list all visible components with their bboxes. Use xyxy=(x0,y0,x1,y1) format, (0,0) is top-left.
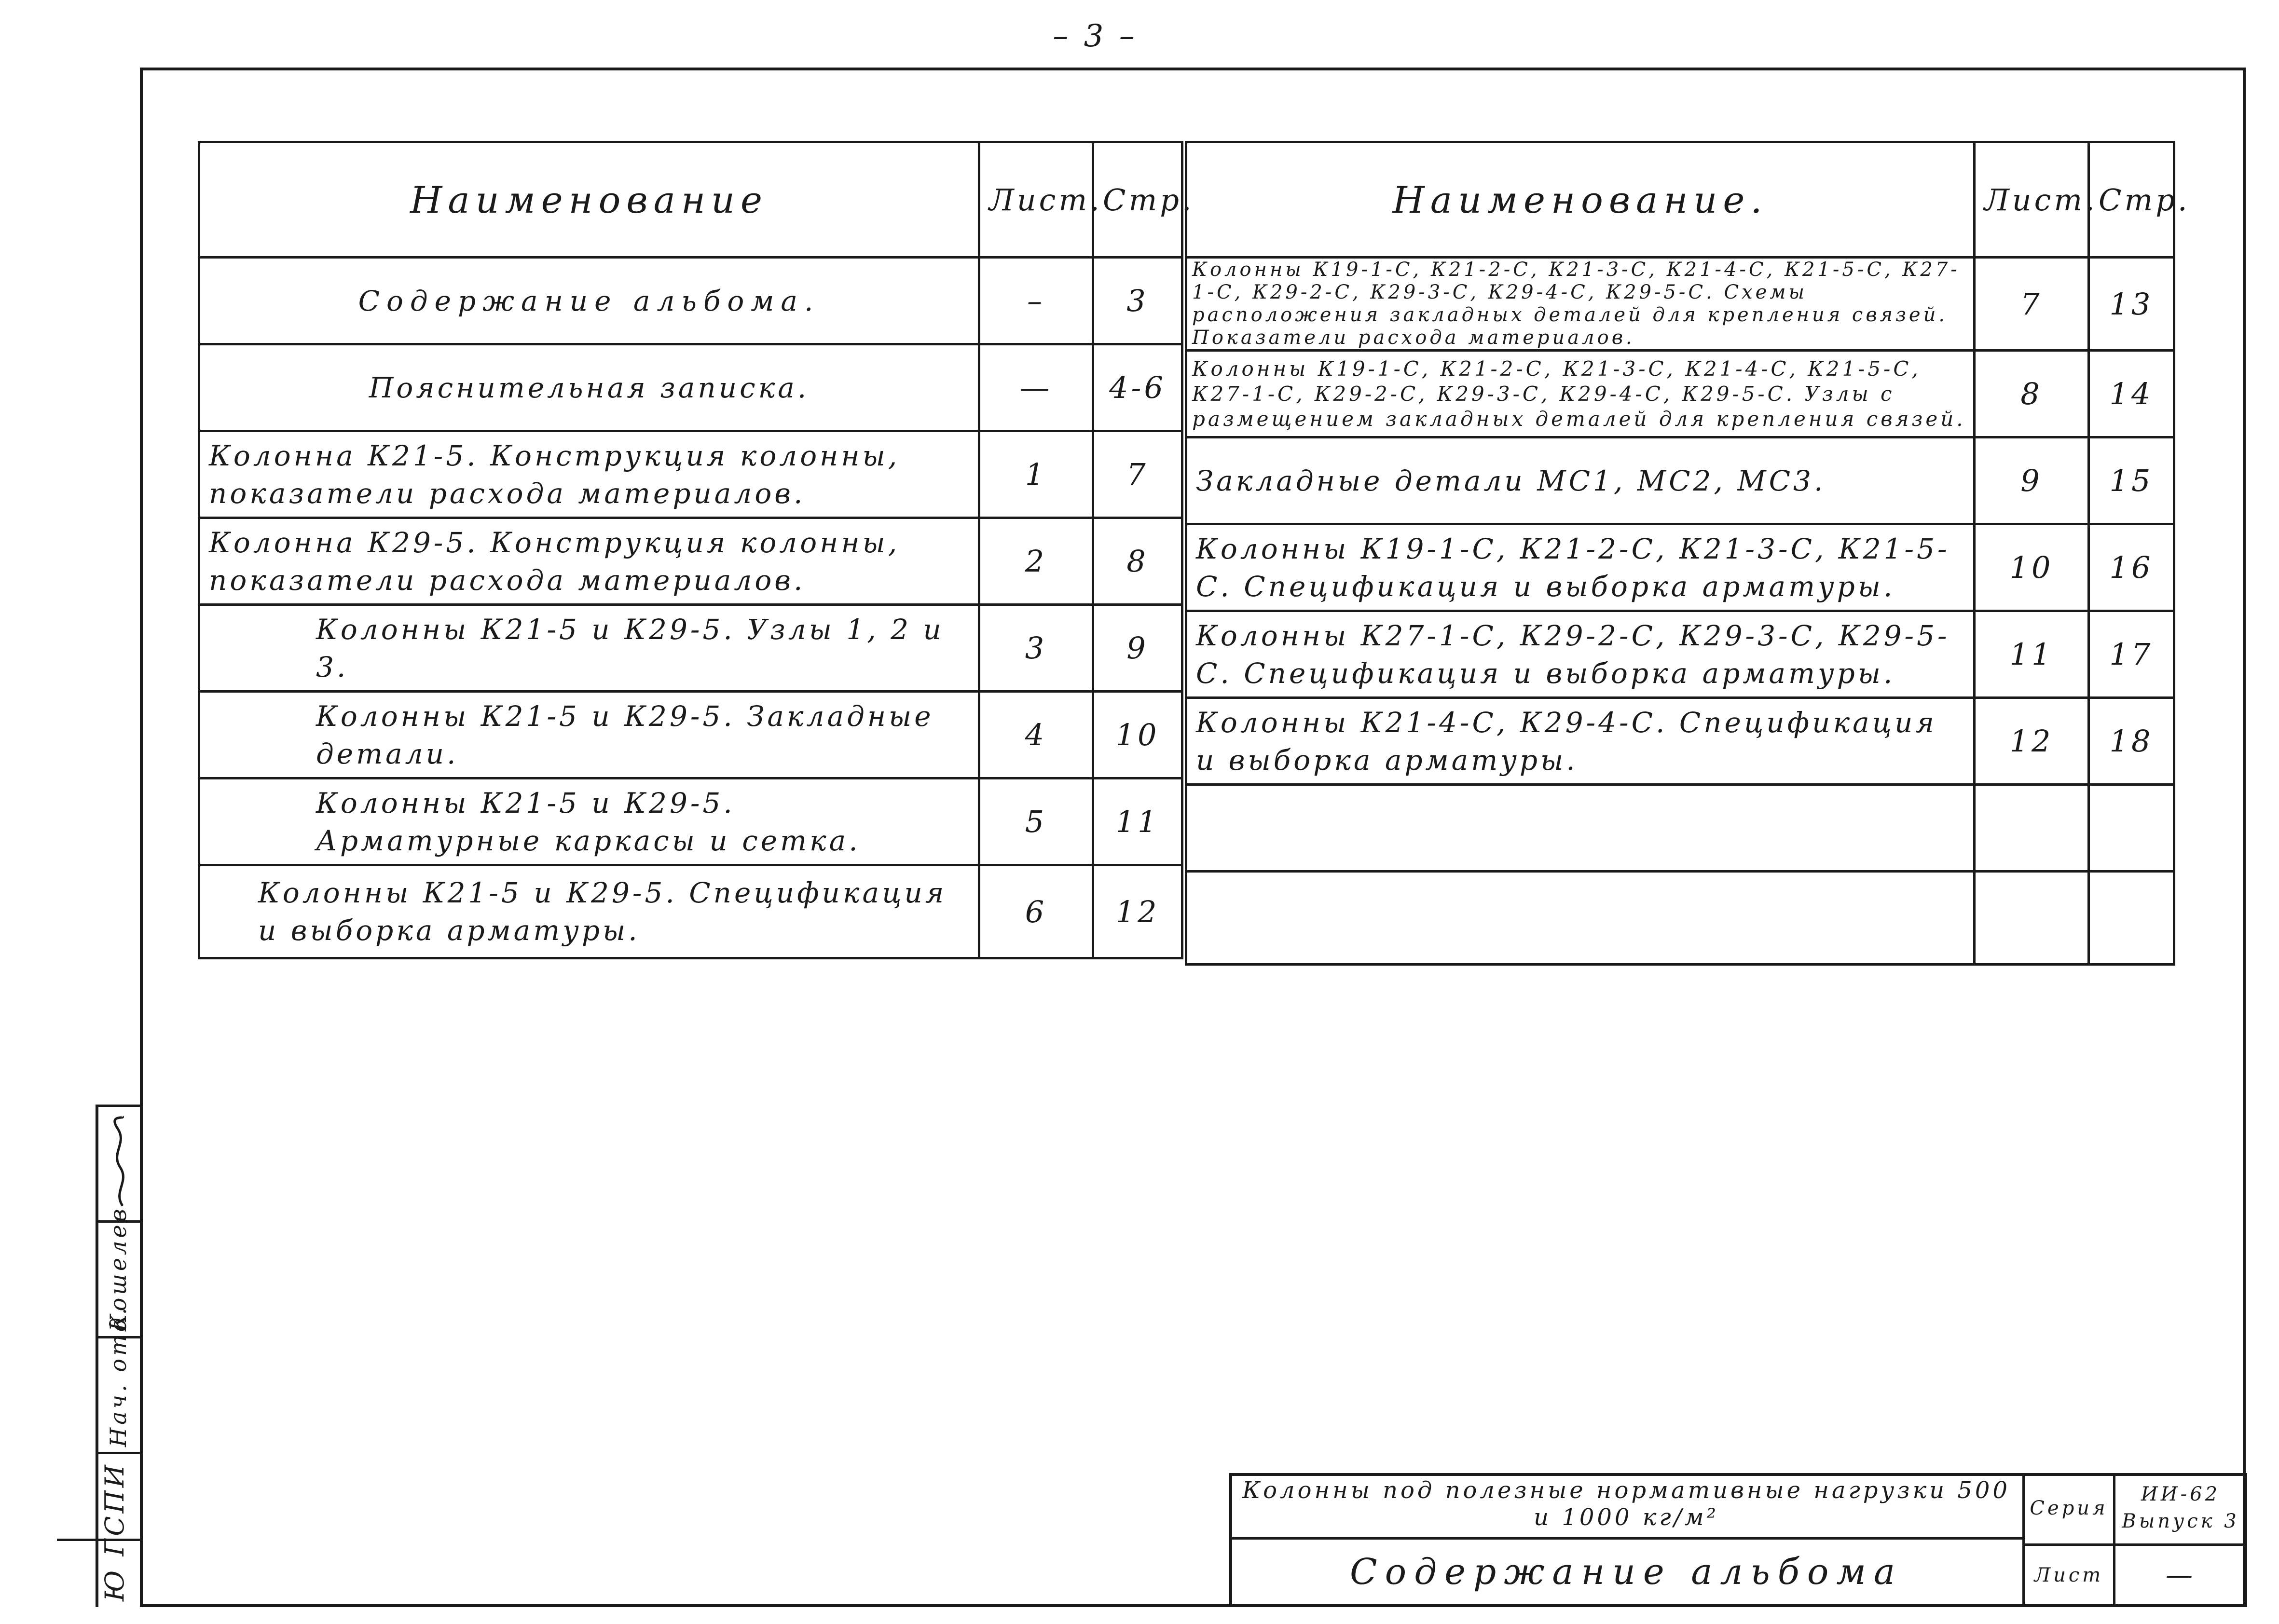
header-page: Стр. xyxy=(1093,142,1182,258)
row-name: Пояснительная записка. xyxy=(199,344,979,431)
row-page: 8 xyxy=(1093,518,1182,605)
row-sheet: 12 xyxy=(1975,698,2089,785)
row-sheet: 10 xyxy=(1975,524,2089,611)
table-row xyxy=(199,692,1182,778)
row-sheet: — xyxy=(979,344,1093,431)
series-label: Серия xyxy=(2030,1497,2108,1519)
title-block-title: Колонны под полезные нормативные нагрузки 500 и 1000 кг/м² xyxy=(1242,1477,2010,1531)
row-sheet xyxy=(1975,785,2089,872)
row-name: Колонны К21-5 и К29-5. Узлы 1, 2 и 3. xyxy=(199,605,979,692)
row-sheet: – xyxy=(979,258,1093,344)
table-row xyxy=(199,518,1182,605)
header-sheet: Лист. xyxy=(979,142,1093,258)
row-page: 3 xyxy=(1093,258,1182,344)
table-row xyxy=(1186,611,2174,698)
row-name: Колонны К27-1-С, К29-2-С, К29-3-С, К29-5-С. Спецификация и выборка арматуры. xyxy=(1186,611,1975,698)
row-page: 11 xyxy=(1093,778,1182,865)
table-row xyxy=(199,344,1182,431)
table-row xyxy=(1186,351,2174,437)
row-name: Содержание альбома. xyxy=(199,258,979,344)
table-row xyxy=(1186,524,2174,611)
row-sheet: 5 xyxy=(979,778,1093,865)
row-sheet: 1 xyxy=(979,431,1093,518)
row-sheet: 8 xyxy=(1975,351,2089,437)
row-sheet: 7 xyxy=(1975,258,2089,351)
row-page: 18 xyxy=(2089,698,2174,785)
row-sheet: 6 xyxy=(979,865,1093,958)
row-sheet xyxy=(1975,872,2089,965)
right-index-table xyxy=(1185,141,2190,966)
table-row xyxy=(1186,437,2174,524)
row-page: 14 xyxy=(2089,351,2174,437)
row-name: Колонны К19-1-С, К21-2-С, К21-3-С, К21-4-С, К21-5-С, К27-1-С, К29-2-С, К29-3-С, К29-4-С, К29-5-С. Узлы с размещением закладных деталей для крепления связей. xyxy=(1186,351,1975,437)
header-name: Наименование. xyxy=(1186,142,1975,258)
row-page: 13 xyxy=(2089,258,2174,351)
row-name: Закладные детали МС1, МС2, МС3. xyxy=(1186,437,1975,524)
table-row-empty xyxy=(1186,872,2174,965)
table-header-row xyxy=(1186,142,2174,258)
table-row xyxy=(1186,698,2174,785)
row-page: 12 xyxy=(1093,865,1182,958)
table-header-row xyxy=(199,142,1182,258)
left-index-table xyxy=(198,141,1194,959)
row-name: Колонны К21-5 и К29-5. Арматурные каркасы и сетка. xyxy=(199,778,979,865)
table-row xyxy=(1186,258,2174,351)
sheet-value: — xyxy=(2166,1559,2196,1591)
side-stamp-org: Ю ГСПИ xyxy=(99,1462,130,1601)
title-block-subtitle: Содержание альбома xyxy=(1350,1551,1903,1593)
table-row xyxy=(199,778,1182,865)
row-name xyxy=(1186,872,1975,965)
side-stamp-name: Кошелев xyxy=(105,1206,131,1331)
row-sheet: 4 xyxy=(979,692,1093,778)
row-page: 10 xyxy=(1093,692,1182,778)
row-name: Колонна К29-5. Конструкция колонны, показатели расхода материалов. xyxy=(199,518,979,605)
table-row xyxy=(199,258,1182,344)
header-page: Стр. xyxy=(2089,142,2174,258)
row-sheet: 3 xyxy=(979,605,1093,692)
table-row xyxy=(199,605,1182,692)
row-sheet: 9 xyxy=(1975,437,2089,524)
row-page: 9 xyxy=(1093,605,1182,692)
table-row-empty xyxy=(1186,785,2174,872)
row-name: Колонны К19-1-С, К21-2-С, К21-3-С, К21-5-С. Спецификация и выборка арматуры. xyxy=(1186,524,1975,611)
header-sheet: Лист. xyxy=(1975,142,2089,258)
row-page xyxy=(2089,785,2174,872)
row-page xyxy=(2089,872,2174,965)
table-row xyxy=(199,431,1182,518)
row-name: Колонны К21-5 и К29-5. Закладные детали. xyxy=(199,692,979,778)
row-sheet: 2 xyxy=(979,518,1093,605)
row-name: Колонна К21-5. Конструкция колонны, показатели расхода материалов. xyxy=(199,431,979,518)
side-stamp xyxy=(57,1105,140,1607)
row-page: 4-6 xyxy=(1093,344,1182,431)
row-name: Колонны К21-4-С, К29-4-С. Спецификация и выборка арматуры. xyxy=(1186,698,1975,785)
row-name xyxy=(1186,785,1975,872)
table-row xyxy=(199,865,1182,958)
side-stamp-position: Нач. отд. xyxy=(105,1305,131,1447)
row-page: 15 xyxy=(2089,437,2174,524)
series-value: ИИ-62 Выпуск 3 xyxy=(2122,1483,2239,1532)
sheet-label: Лист xyxy=(2034,1564,2104,1586)
row-page: 16 xyxy=(2089,524,2174,611)
row-name: Колонны К21-5 и К29-5. Спецификация и выборка арматуры. xyxy=(199,865,979,958)
page-number: – 3 – xyxy=(1053,18,1138,54)
row-page: 7 xyxy=(1093,431,1182,518)
row-name: Колонны К19-1-С, К21-2-С, К21-3-С, К21-4-С, К21-5-С, К27-1-С, К29-2-С, К29-3-С, К29-4-С, К29-5-С. Схемы расположения закладных деталей для крепления связей. Показатели расхода материалов. xyxy=(1186,258,1975,351)
row-sheet: 11 xyxy=(1975,611,2089,698)
signature xyxy=(103,1114,137,1211)
header-name: Наименование xyxy=(199,142,979,258)
row-page: 17 xyxy=(2089,611,2174,698)
